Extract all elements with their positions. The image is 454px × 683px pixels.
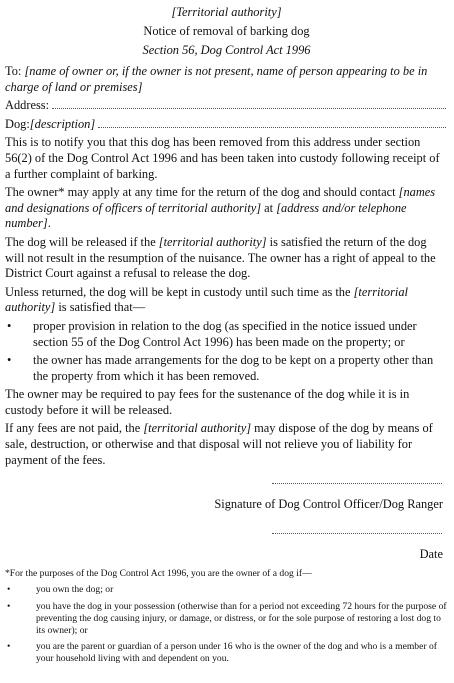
footnote-list [5,584,448,665]
contact-at: at [261,200,277,215]
custody-text-b: is satisfied that— [55,300,146,315]
date-label: Date [419,547,443,562]
contact-end: . [47,216,51,231]
date-block [5,528,448,562]
address-line [5,98,448,114]
list-item [5,601,448,638]
bullet-icon: • [7,584,11,596]
footnote-intro: *For the purposes of the Dog Control Act 1996, you are the owner of a dog if— [5,568,312,580]
authority-placeholder: [territorial authority] [143,421,252,436]
contact-text: The owner* may apply at any time for the return of the dog and should contact [5,185,399,200]
address-fill-line [52,107,446,109]
section-reference: Section 56, Dog Control Act 1996 [142,43,311,57]
disposal-text-b: may dispose of the dog by means of sale, destruction, or otherwise and that disposal will not relieve you of liability for payment of the fees. [5,421,433,467]
notice-page [0,3,454,683]
bullet-icon: • [7,641,11,653]
custody-conditions-list [5,319,448,384]
notification-paragraph: This is to notify you that this dog has been removed from this address under section 56(2) of the Dog Control Act 1996 and has been taken into custody following receipt of a further complaint of barking. [5,135,440,181]
to-label: To: [5,64,25,78]
release-text-a: The dog will be released if the [5,234,159,249]
recipient-line [5,64,448,95]
footnote-item-text: you own the dog; or [36,584,114,596]
release-paragraph [5,235,448,282]
footnote-item-text: you are the parent or guardian of a person under 16 who is the owner of the dog and who is a member of your household living with and dependent on you. [36,641,437,665]
signature-label: Signature of Dog Control Officer/Dog Ranger [214,497,443,512]
owner-footnote [5,568,448,665]
signature-fill-line [272,482,442,484]
bullet-icon: • [7,600,11,612]
custody-text-a: Unless returned, the dog will be kept in custody until such time as the [5,284,354,299]
officer-names-placeholder: [names and designations of officers of territorial authority] [5,185,436,215]
disposal-paragraph [5,421,448,468]
custody-paragraph [5,285,448,316]
condition-text: proper provision in relation to the dog (as specified in the notice issued under section 55 of the Dog Control Act 1996) has been made on the property; or [33,318,417,349]
release-text-b: is satisfied the return of the dog will not result in the resumption of the nuisance. The owner has a right of appeal to the District Court against a refusal to release the dog. [5,234,436,281]
bullet-icon: • [7,318,12,333]
dog-line [5,117,448,133]
bullet-icon: • [7,353,12,368]
authority-heading: [Territorial authority] [171,5,282,19]
signature-block [5,478,448,512]
contact-paragraph [5,185,448,232]
notice-title: Notice of removal of barking dog [143,24,310,38]
disposal-text-a: If any fees are not paid, the [5,421,144,436]
authority-placeholder: [territorial authority] [5,284,408,315]
address-label: Address: [5,98,50,113]
date-fill-line [272,532,442,534]
authority-placeholder: [territorial authority] [158,234,267,249]
dog-fill-line [98,126,446,128]
condition-text: the owner has made arrangements for the dog to be kept on a property other than the property from which it has been removed. [33,353,434,383]
dog-label: Dog: [5,116,30,131]
contact-details-placeholder: [address and/or telephone number] [5,200,407,231]
notice-header [5,3,448,60]
footnote-item-text: you have the dog in your possession (otherwise than for a period not exceeding 72 hours for the purpose of preventing the dog causing injury, or damage, or distress, or for the sole purpose of restoring a lost dog to its owner); or [36,600,447,637]
list-item [5,584,448,596]
list-item [5,353,448,384]
recipient-placeholder: [name of owner or, if the owner is not present, name of person appearing to be in charge of land or premises] [5,64,428,94]
list-item [5,641,448,665]
list-item [5,319,448,350]
dog-description-placeholder: [description] [29,116,96,131]
fees-paragraph: The owner may be required to pay fees for the sustenance of the dog while it is in custody before it will be released. [5,387,410,417]
